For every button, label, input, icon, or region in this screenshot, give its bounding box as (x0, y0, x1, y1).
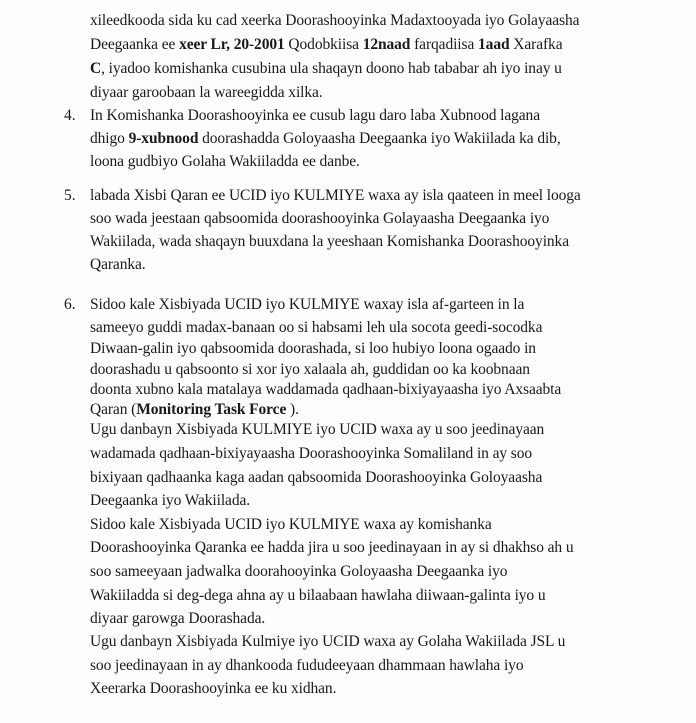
text-line: Doorashooyinka Qaranka ee hadda jira u soo jeedinayaan in ay si dhakhso ah u (90, 539, 574, 556)
text-line: Diwaan-galin iyo qabsoomida doorashada, si loo hubiyo loona ogaado in (90, 340, 536, 357)
text-line: soo wada jeestaan qabsoomida doorashooyinka Golayaasha Deegaanka iyo (90, 210, 550, 227)
text-line: wadamada qadhaan-bixiyayaasha Doorashooyinka Somaliland in ay soo (90, 445, 533, 462)
text-line: Deegaanka iyo Wakiilada. (90, 492, 251, 509)
text-line: soo sameeyaan jadwalka doorahooyinka Goloyaasha Deegaanka iyo (90, 563, 508, 580)
text-line: Ugu danbayn Xisbiyada KULMIYE iyo UCID waxa ay u soo jeedinayaan (90, 421, 545, 438)
text-line: Deegaanka ee xeer Lr, 20-2001 Qodobkiisa 12naad farqadiisa 1aad Xarafka (90, 36, 563, 53)
text-line: bixiyaan qadhaanka kaga aadan qabsoomida Doorashooyinka Goloyaasha (90, 469, 543, 486)
text-line: C, iyadoo komishanka cusubina ula shaqayn doono hab tababar ah iyo inay u (90, 60, 562, 77)
text-line: diyaar garowga Doorashada. (90, 610, 266, 627)
text-line: Xeerarka Doorashooyinka ee ku xidhan. (90, 680, 337, 697)
text-line: sameeyo guddi madax-banaan oo si habsami leh ula socota geedi-socodka (90, 319, 543, 336)
text-line: xileedkooda sida ku cad xeerka Doorashooyinka Madaxtooyada iyo Golayaasha (90, 12, 580, 29)
text-line: Sidoo kale Xisbiyada UCID iyo KULMIYE waxa ay komishanka (90, 516, 492, 533)
text-line: Qaranka. (90, 256, 146, 273)
text-line: Sidoo kale Xisbiyada UCID iyo KULMIYE waxay isla af-garteen in la (90, 296, 525, 313)
item-number: 5. (64, 187, 76, 204)
text-line: Wakiiladda si deg-dega ahna ay u bilaabaan hawlaha diiwaan-galinta iyo u (90, 587, 546, 604)
text-line: Wakiilada, wada shaqayn buuxdana la yeeshaan Komishanka Doorashooyinka (90, 233, 569, 250)
text-line: dhigo 9-xubnood doorashadda Goloyaasha Deegaanka iyo Wakiilada ka dib, (90, 130, 561, 147)
text-line: Ugu danbayn Xisbiyada Kulmiye iyo UCID waxa ay Golaha Wakiilada JSL u (90, 633, 566, 650)
text-line: doonta xubno kala matalaya waddamada qadhaan-bixiyayaasha iyo Axsaabta (90, 381, 562, 398)
text-line: Qaran (Monitoring Task Force ). (90, 401, 299, 418)
item-number: 6. (64, 296, 76, 313)
text-line: labada Xisbi Qaran ee UCID iyo KULMIYE waxa ay isla qaateen in meel looga (90, 187, 581, 204)
text-line: In Komishanka Doorashooyinka ee cusub lagu daro laba Xubnood lagana (90, 107, 540, 124)
text-line: loona gudbiyo Golaha Wakiiladda ee danbe. (90, 153, 360, 170)
item-number: 4. (64, 107, 76, 124)
text-line: doorashadu u qabsoonto si xor iyo xalaala ah, guddidan oo ka koobnaan (90, 361, 530, 378)
text-line: soo jeedinayaan in ay dhankooda fududeeyaan dhammaan hawlaha iyo (90, 657, 524, 674)
text-line: diyaar garoobaan la wareegidda xilka. (90, 84, 323, 101)
